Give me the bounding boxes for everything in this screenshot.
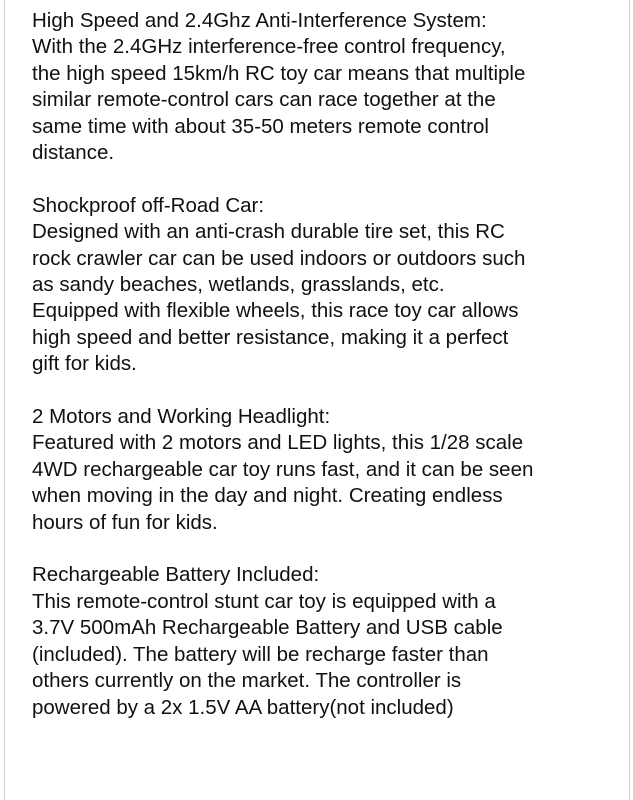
body-line: when moving in the day and night. Creating endless (32, 484, 503, 508)
body-line: as sandy beaches, wetlands, grasslands, etc. (32, 273, 445, 297)
section-battery (32, 562, 633, 720)
body-line: Featured with 2 motors and LED lights, this 1/28 scale (32, 431, 524, 455)
body-line: rock crawler car can be used indoors or outdoors such (32, 246, 526, 270)
section-shockproof (32, 193, 633, 378)
body-line: others currently on the market. The controller is (32, 669, 462, 693)
body-line: powered by a 2x 1.5V AA battery(not included) (32, 695, 454, 719)
body-line: (included). The battery will be recharge faster than (32, 642, 489, 666)
body-line: the high speed 15km/h RC toy car means that multiple (32, 61, 526, 85)
section-heading: High Speed and 2.4Ghz Anti-Interference System: (32, 9, 487, 32)
body-line: Equipped with flexible wheels, this race toy car allows (32, 299, 519, 323)
body-line: 3.7V 500mAh Rechargeable Battery and USB cable (32, 616, 503, 640)
body-line: Designed with an anti-crash durable tire set, this RC (32, 220, 505, 244)
section-heading: Rechargeable Battery Included: (32, 563, 320, 587)
body-line: gift for kids. (32, 352, 137, 376)
body-line: With the 2.4GHz interference-free control frequency, (32, 35, 506, 59)
body-line: 4WD rechargeable car toy runs fast, and it can be seen (32, 457, 534, 481)
section-motors-headlight (32, 404, 633, 536)
body-line: hours of fun for kids. (32, 510, 218, 534)
body-line: distance. (32, 141, 115, 165)
body-line: This remote-control stunt car toy is equipped with a (32, 589, 496, 613)
body-line: same time with about 35-50 meters remote control (32, 114, 489, 138)
section-high-speed (32, 8, 633, 166)
body-line: similar remote-control cars can race together at the (32, 88, 496, 112)
body-line: high speed and better resistance, making it a perfect (32, 325, 509, 349)
section-heading: Shockproof off-Road Car: (32, 193, 265, 217)
section-heading: 2 Motors and Working Headlight: (32, 405, 331, 429)
